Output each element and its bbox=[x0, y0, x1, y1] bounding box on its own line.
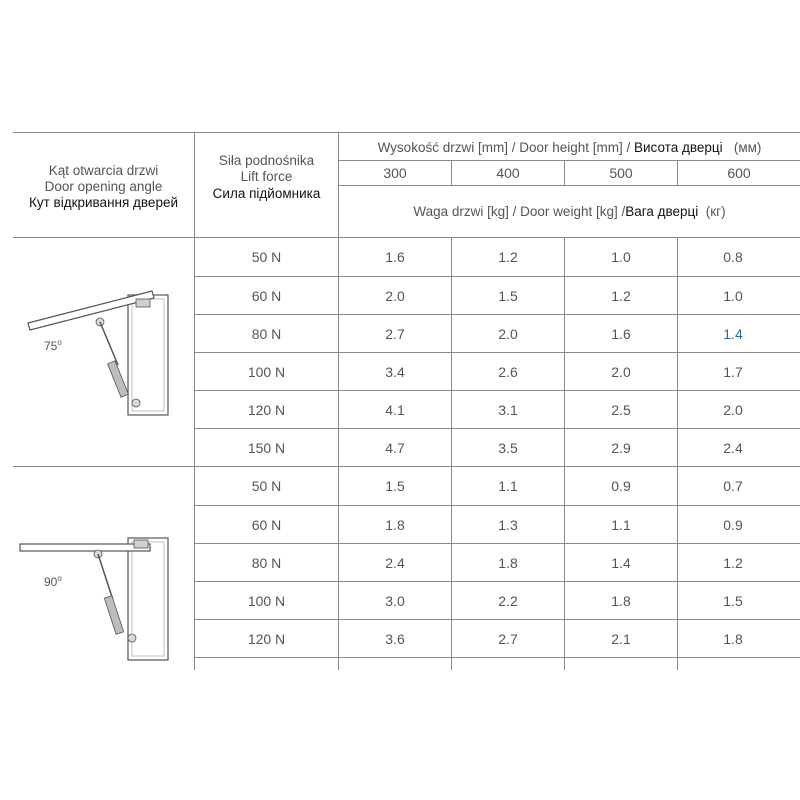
weight-cell: 2.1 bbox=[611, 630, 631, 647]
weight-cell: 1.7 bbox=[723, 363, 743, 380]
weight-cell: 2.2 bbox=[498, 592, 518, 609]
weight-cell: 1.3 bbox=[498, 516, 518, 533]
weight-cell: 3.1 bbox=[498, 401, 518, 418]
force-cell: 100 N bbox=[247, 592, 286, 609]
weight-cell: 1.0 bbox=[723, 287, 743, 304]
weight-cell: 1.6 bbox=[611, 325, 631, 342]
height-500: 500 bbox=[609, 165, 633, 181]
header-door-height-uk: Висота дверці bbox=[634, 140, 723, 155]
weight-cell: 2.0 bbox=[611, 363, 631, 380]
weight-cell: 1.5 bbox=[498, 287, 518, 304]
lift-mechanism-75-diagram bbox=[20, 285, 180, 425]
weight-cell: 1.2 bbox=[611, 287, 631, 304]
force-cell: 80 N bbox=[251, 325, 282, 342]
force-cell: 80 N bbox=[251, 554, 282, 571]
force-cell: 60 N bbox=[251, 287, 282, 304]
door-panel bbox=[20, 544, 150, 551]
weight-cell: 2.7 bbox=[385, 325, 405, 342]
weight-cell: 1.1 bbox=[611, 516, 631, 533]
weight-cell: 2.9 bbox=[611, 439, 631, 456]
weight-cell: 2.6 bbox=[498, 363, 518, 380]
weight-cell: 2.0 bbox=[498, 325, 518, 342]
weight-cell: 3.0 bbox=[385, 592, 405, 609]
weight-cell: 1.2 bbox=[498, 249, 518, 265]
force-cell: 150 N bbox=[247, 439, 286, 456]
header-door-weight-uk: Вага дверці bbox=[625, 204, 699, 219]
weight-cell: 2.4 bbox=[723, 439, 743, 456]
weight-cell: 1.5 bbox=[385, 478, 405, 494]
strut-rod bbox=[98, 554, 113, 600]
header-angle-pl: Kąt otwarcia drzwi bbox=[48, 163, 159, 178]
header-door-weight-unit: (кг) bbox=[705, 204, 726, 219]
cabinet-mount bbox=[132, 399, 140, 407]
force-cell: 120 N bbox=[247, 630, 286, 647]
weight-cell-highlighted: 1.4 bbox=[723, 325, 743, 342]
force-cell: 120 N bbox=[247, 401, 286, 418]
weight-cell: 4.1 bbox=[385, 401, 405, 418]
header-force-uk: Сила підйомника bbox=[212, 186, 321, 201]
weight-cell: 2.5 bbox=[611, 401, 631, 418]
weight-cell: 2.7 bbox=[498, 630, 518, 647]
weight-cell: 1.2 bbox=[723, 554, 743, 571]
strut-cylinder bbox=[108, 361, 129, 397]
weight-cell: 3.4 bbox=[385, 363, 405, 380]
header-door-height-plen: Wysokość drzwi [mm] / Door height [mm] / bbox=[377, 140, 634, 155]
heights-row-bottom-border bbox=[338, 185, 800, 186]
strut-cylinder bbox=[104, 596, 123, 635]
hinge-bracket bbox=[134, 540, 148, 548]
weight-cell: 0.9 bbox=[723, 516, 743, 533]
weight-cell: 1.8 bbox=[385, 516, 405, 533]
height-300: 300 bbox=[383, 165, 407, 181]
weight-cell: 1.8 bbox=[498, 554, 518, 571]
cabinet-mount bbox=[128, 634, 136, 642]
weight-cell: 1.5 bbox=[723, 592, 743, 609]
weight-cell: 2.0 bbox=[723, 401, 743, 418]
weight-cell: 3.6 bbox=[385, 630, 405, 647]
angle-label-75: 75$^o$ bbox=[44, 338, 62, 353]
row-divider bbox=[195, 657, 800, 658]
weight-cell: 1.4 bbox=[611, 554, 631, 571]
weight-cell: 2.4 bbox=[385, 554, 405, 571]
weight-cell: 1.0 bbox=[611, 249, 631, 265]
weight-cell: 1.8 bbox=[611, 592, 631, 609]
weight-cell: 4.7 bbox=[385, 439, 405, 456]
header-force-en: Lift force bbox=[240, 169, 293, 184]
weight-cell: 1.1 bbox=[498, 478, 518, 494]
weight-cell: 1.8 bbox=[723, 630, 743, 647]
weight-cell: 0.9 bbox=[611, 478, 631, 494]
weight-cell: 3.5 bbox=[498, 439, 518, 456]
header-door-weight-plen: Waga drzwi [kg] / Door weight [kg] / bbox=[413, 204, 626, 219]
cabinet-panel bbox=[128, 295, 168, 415]
height-600: 600 bbox=[727, 165, 751, 181]
header-door-weight bbox=[339, 204, 800, 220]
table-top-border bbox=[13, 132, 800, 133]
weight-cell: 0.8 bbox=[723, 249, 743, 265]
force-cell: 50 N bbox=[251, 249, 282, 265]
header-angle-en: Door opening angle bbox=[44, 179, 163, 194]
header-door-height-unit: (мм) bbox=[733, 140, 762, 155]
header-force-pl: Siła podnośnika bbox=[218, 153, 315, 168]
weight-cell: 1.6 bbox=[385, 249, 405, 265]
height-400: 400 bbox=[496, 165, 520, 181]
force-cell: 100 N bbox=[247, 363, 286, 380]
weight-cell: 0.7 bbox=[723, 478, 743, 494]
force-cell: 50 N bbox=[251, 478, 282, 494]
force-cell: 60 N bbox=[251, 516, 282, 533]
strut-rod bbox=[100, 322, 118, 365]
angle-label-90: 90$^o$ bbox=[44, 574, 62, 589]
lift-mechanism-90-diagram bbox=[18, 530, 178, 665]
hinge-bracket bbox=[136, 299, 150, 307]
header-door-height bbox=[339, 140, 800, 156]
weight-cell: 2.0 bbox=[385, 287, 405, 304]
header-angle-uk: Кут відкривання дверей bbox=[28, 195, 178, 210]
